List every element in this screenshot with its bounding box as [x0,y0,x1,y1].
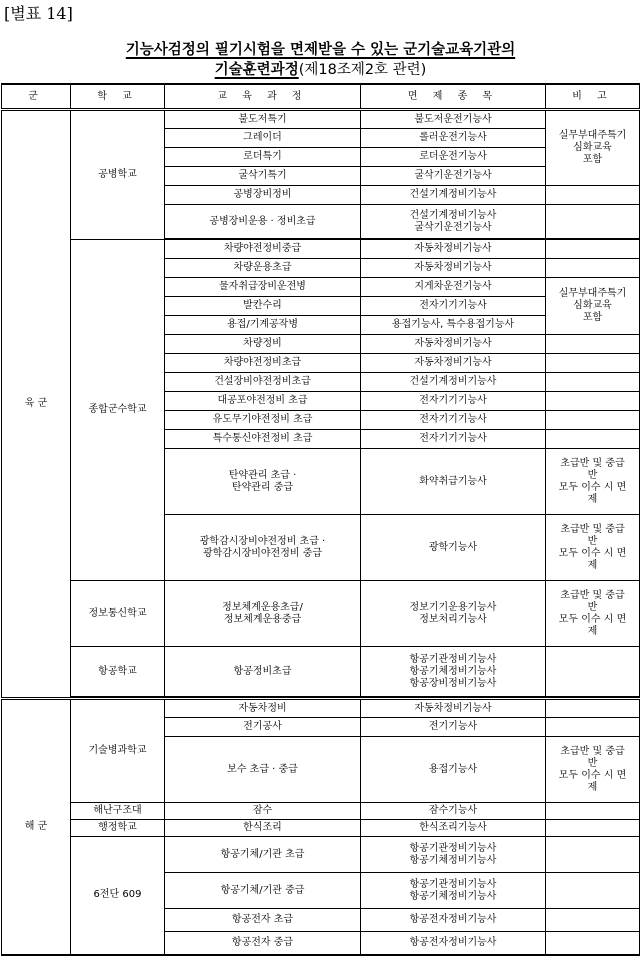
table-row [2,240,640,259]
exempt-cell: 용접기능사, 특수용접기능사 [361,316,546,335]
exempt-cell: 전자기기기능사 [361,297,546,316]
header-row [2,84,640,110]
note-cell [546,411,640,430]
course-cell: 항공전자 초급 [165,909,361,932]
exempt-cell: 불도저운전기능사 [361,110,546,129]
exempt-cell: 건설기계정비기능사 [361,186,546,205]
course-cell: 차량정비 [165,335,361,354]
course-cell: 로더특기 [165,148,361,167]
school-aviation: 항공학교 [71,647,165,697]
exempt-cell: 화약취급기능사 [361,449,546,515]
exempt-cell: 한식조리기능사 [361,820,546,837]
course-cell: 불도저특기 [165,110,361,129]
header-branch: 군 [2,84,71,110]
exempt-cell: 자동차정비기능사 [361,259,546,278]
exempt-cell: 항공기관정비기능사 항공기체정비기능사 [361,837,546,873]
note-cell [546,186,640,205]
exempt-cell: 자동차정비기능사 [361,335,546,354]
course-cell: 정보체계운용초급/ 정보체계운용중급 [165,581,361,647]
exempt-cell: 건설기계정비기능사 굴삭기운전기능사 [361,205,546,239]
note-cell: 초급반 및 중급 반 모두 이수 시 면 제 [546,737,640,803]
school-tech: 기술병과학교 [71,699,165,803]
exempt-cell: 자동차정비기능사 [361,699,546,718]
exempt-cell: 전자기기기능사 [361,392,546,411]
course-cell: 차량야전정비초급 [165,354,361,373]
school-admin: 행정학교 [71,820,165,837]
course-cell: 탄약관리 초급 · 탄약관리 중급 [165,449,361,515]
note-cell [546,837,640,873]
school-logistics: 종합군수학교 [71,240,165,581]
course-cell: 공병장비정비 [165,186,361,205]
table-row [2,837,640,873]
course-cell: 한식조리 [165,820,361,837]
table-row [2,110,640,129]
title-line-1: 기능사검정의 필기시험을 면제받을 수 있는 군기술교육기관의 [125,42,516,58]
course-cell: 유도무기야전정비 초급 [165,411,361,430]
header-exempt: 면 제 종 목 [361,84,546,110]
course-cell: 광학감시장비야전정비 초급 · 광학감시장비야전정비 중급 [165,515,361,581]
course-cell: 특수통신야전정비 초급 [165,430,361,449]
course-cell: 보수 초급 · 중급 [165,737,361,803]
course-cell: 항공정비초급 [165,647,361,697]
exempt-cell: 항공전자정비기능사 [361,909,546,932]
note-cell: 실무부대주특기 심화교육 포함 [546,110,640,186]
exempt-cell: 자동차정비기능사 [361,354,546,373]
note-cell [546,205,640,239]
exempt-cell: 잠수기능사 [361,803,546,820]
exempt-cell: 전기기능사 [361,718,546,737]
school-ict: 정보통신학교 [71,581,165,647]
course-cell: 굴삭기특기 [165,167,361,186]
course-cell: 항공기체/기관 중급 [165,873,361,909]
note-cell [546,259,640,278]
branch-navy: 해 군 [2,699,71,955]
note-cell [546,335,640,354]
exempt-cell: 전자기기기능사 [361,411,546,430]
note-cell [546,699,640,718]
course-cell: 자동차정비 [165,699,361,718]
table-row [2,820,640,837]
exempt-cell: 광학기능사 [361,515,546,581]
school-salvage: 해난구조대 [71,803,165,820]
note-cell [546,803,640,820]
note-cell [546,909,640,932]
note-cell [546,820,640,837]
note-cell [546,718,640,737]
course-cell: 그레이더 [165,129,361,148]
course-cell: 물자취급장비운전병 [165,278,361,297]
exempt-cell: 롤러운전기능사 [361,129,546,148]
exempt-cell: 건설기계정비기능사 [361,373,546,392]
note-cell: 초급반 및 중급 반 모두 이수 시 면 제 [546,515,640,581]
header-note: 비 고 [546,84,640,110]
exempt-cell: 항공전자정비기능사 [361,932,546,955]
course-cell: 공병장비운용 · 정비초급 [165,205,361,239]
table-row [2,699,640,718]
exempt-cell: 자동차정비기능사 [361,240,546,259]
course-cell: 잠수 [165,803,361,820]
course-cell: 발칸수리 [165,297,361,316]
note-cell: 실무부대주특기 심화교육 포함 [546,278,640,335]
branch-army: 육 군 [2,110,71,699]
note-cell [546,647,640,697]
course-cell: 전기공사 [165,718,361,737]
course-cell: 대공포야전정비 초급 [165,392,361,411]
table-row [2,803,640,820]
exempt-cell: 항공기관정비기능사 항공기체정비기능사 항공장비정비기능사 [361,647,546,697]
note-cell: 초급반 및 중급 반 모두 이수 시 면 제 [546,449,640,515]
table-row [2,647,640,697]
header-course: 교 육 과 정 [165,84,361,110]
note-cell [546,373,640,392]
note-cell [546,240,640,259]
attachment-label: [별표 14] [4,4,73,23]
school-engineer: 공병학교 [71,110,165,240]
exempt-cell: 지게차운전기능사 [361,278,546,297]
exempt-cell: 굴삭기운전기능사 [361,167,546,186]
exempt-cell: 로더운전기능사 [361,148,546,167]
exempt-cell: 항공기관정비기능사 항공기체정비기능사 [361,873,546,909]
table-row [2,581,640,647]
note-cell [546,430,640,449]
exempt-cell: 전자기기기능사 [361,430,546,449]
note-cell [546,354,640,373]
course-cell: 용접/기계공작병 [165,316,361,335]
title-line-2: 기술훈련과정(제18조제2호 관련) [214,62,427,78]
course-cell: 항공전자 중급 [165,932,361,955]
course-cell: 항공기체/기관 초급 [165,837,361,873]
school-609: 6전단 609 [71,837,165,955]
exempt-cell: 용접기능사 [361,737,546,803]
course-cell: 건설장비야전정비초급 [165,373,361,392]
note-cell [546,932,640,955]
course-cell: 차량운용초급 [165,259,361,278]
header-school: 학 교 [71,84,165,110]
course-cell: 차량야전정비중급 [165,240,361,259]
exemption-table [1,83,640,956]
note-cell [546,873,640,909]
exempt-cell: 정보기기운용기능사 정보처리기능사 [361,581,546,647]
note-cell [546,392,640,411]
note-cell: 초급반 및 중급 반 모두 이수 시 면 제 [546,581,640,647]
